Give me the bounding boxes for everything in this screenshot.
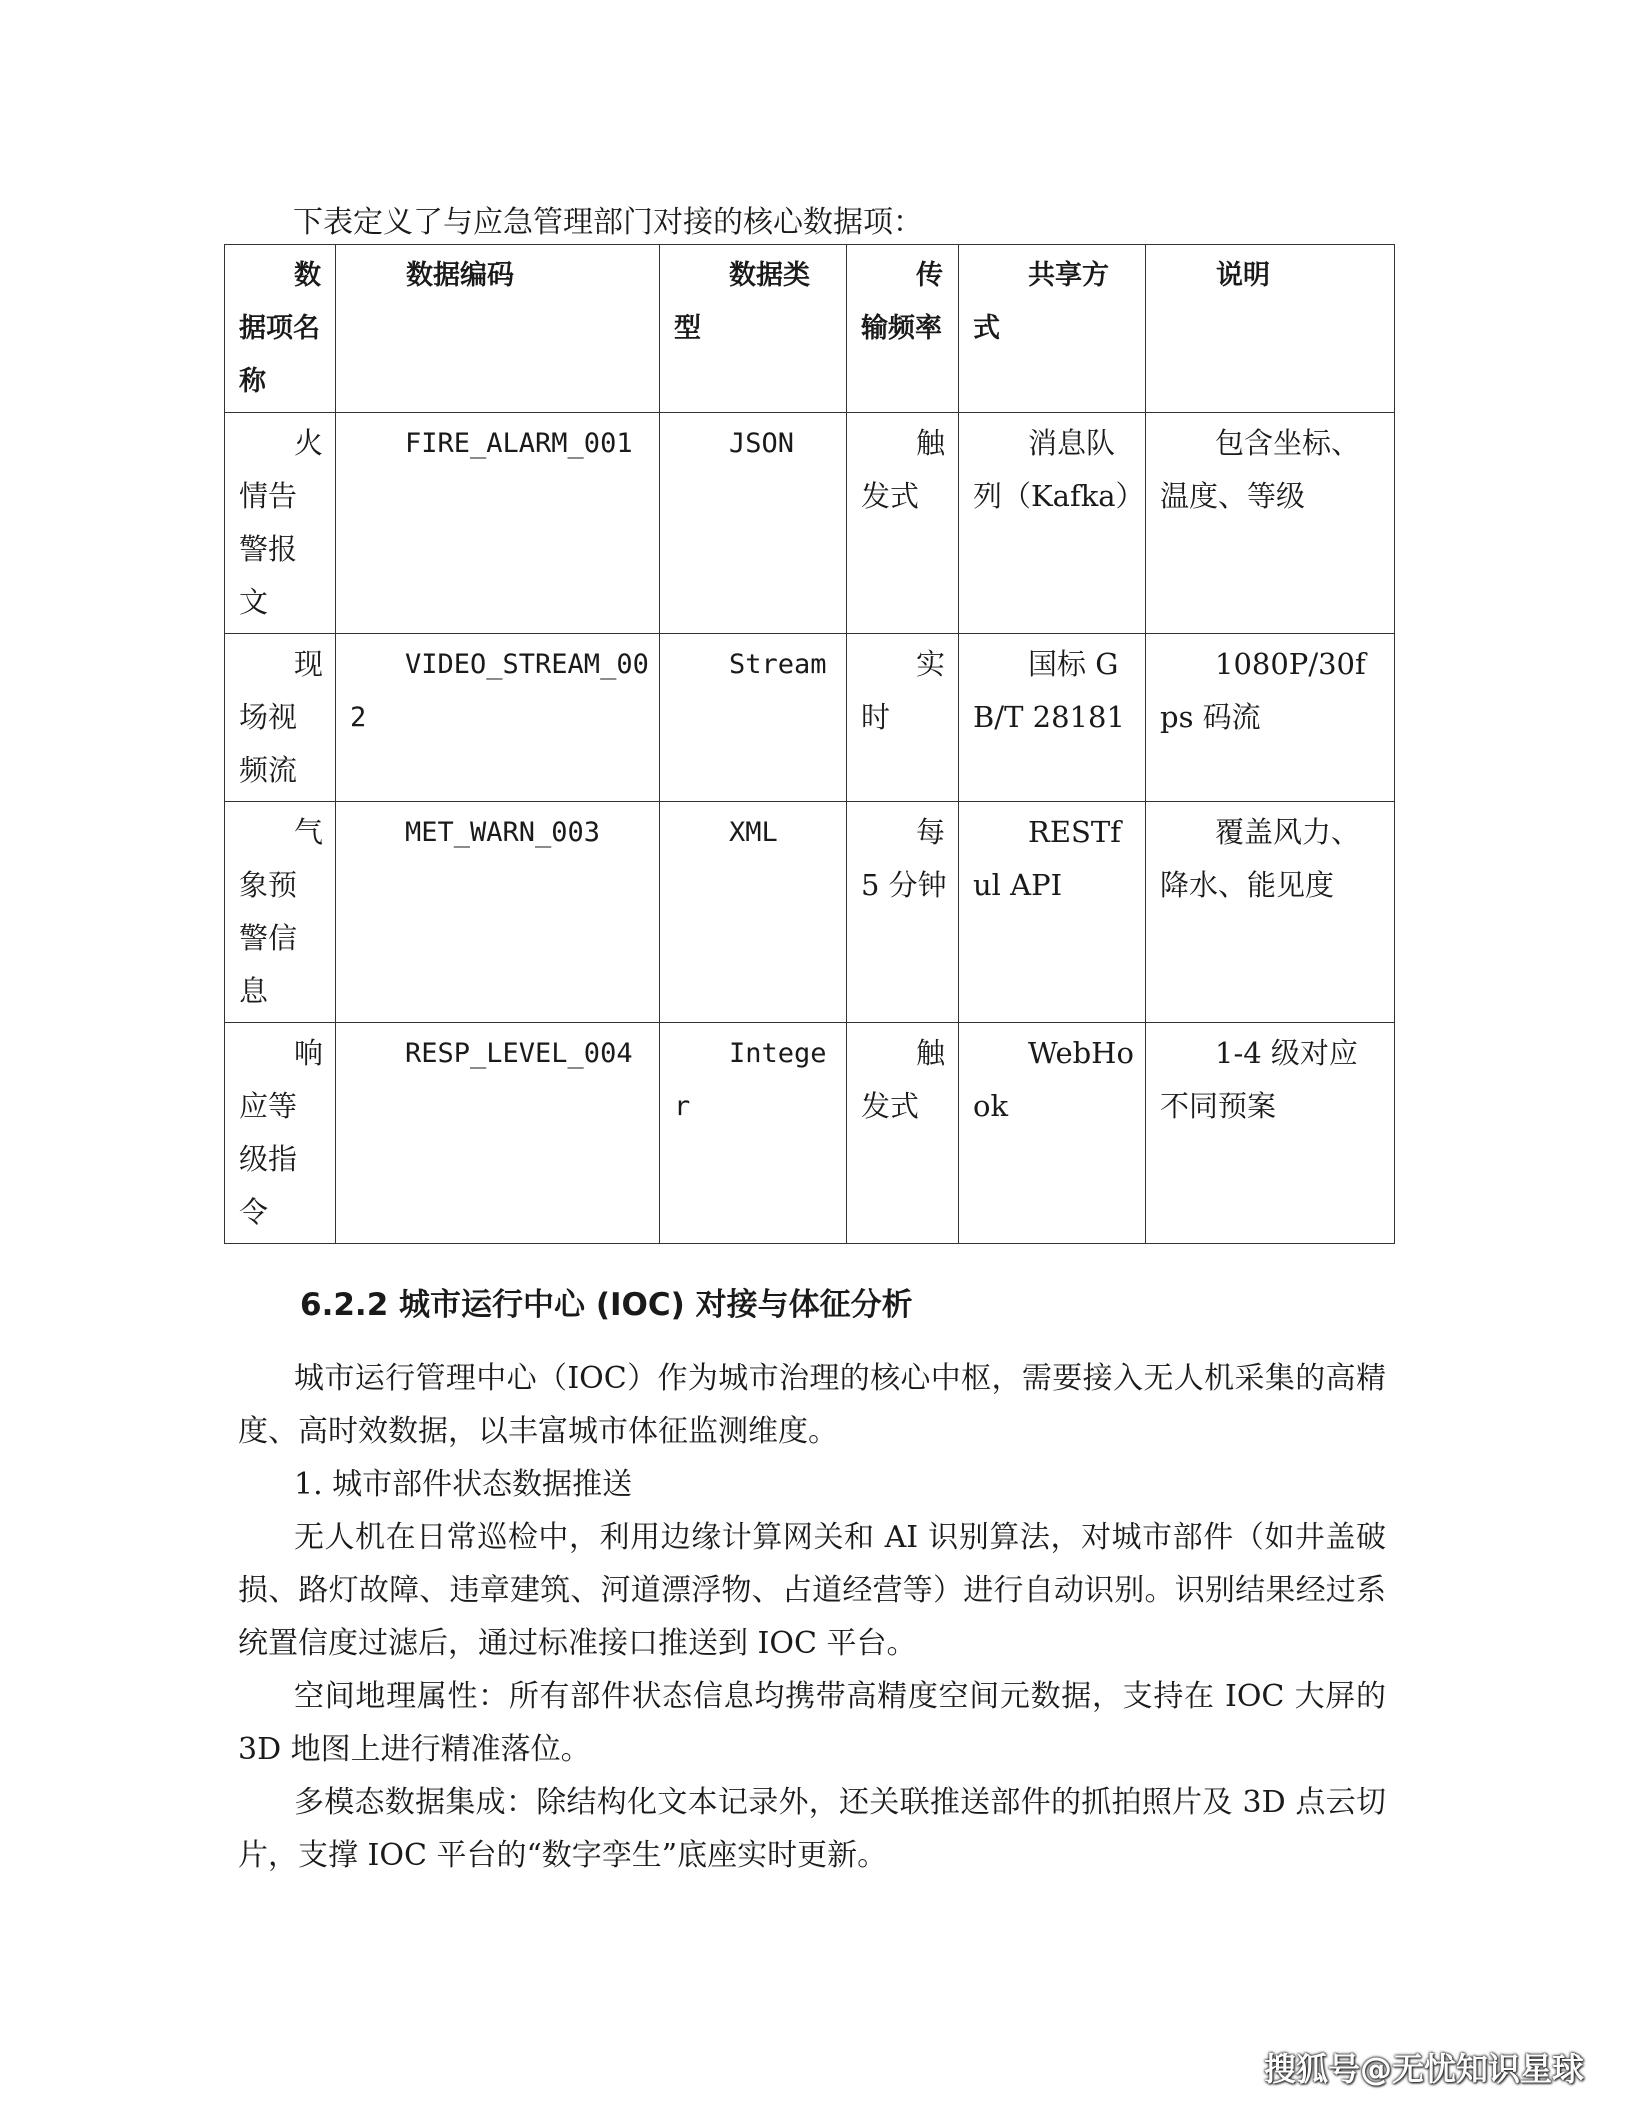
table-row: [225, 802, 1395, 1023]
cell-item-code: RESP_LEVEL_004: [336, 1023, 660, 1244]
header-share-method: 共享方式: [959, 245, 1146, 413]
header-item-type: 数据类型: [660, 245, 847, 413]
header-item-code: 数据编码: [336, 245, 660, 413]
cell-item-type: XML: [660, 802, 847, 1023]
table-header-row: [225, 245, 1395, 413]
cell-item-name: 现场视频流: [225, 634, 336, 802]
cell-item-name: 火情告警报文: [225, 413, 336, 634]
paragraph: 1. 城市部件状态数据推送: [294, 1467, 633, 1502]
table-row: [225, 1023, 1395, 1244]
cell-share-method: WebHook: [959, 1023, 1146, 1244]
section-heading: 6.2.2 城市运行中心 (IOC) 对接与体征分析: [300, 1287, 913, 1323]
cell-frequency: 每 5 分钟: [847, 802, 959, 1023]
header-description: 说明: [1146, 245, 1395, 413]
cell-description: 包含坐标、温度、等级: [1146, 413, 1395, 634]
section-body: [238, 1352, 1386, 1882]
cell-frequency: 实时: [847, 634, 959, 802]
cell-description: 1080P/30fps 码流: [1146, 634, 1395, 802]
data-items-table: [224, 244, 1395, 1244]
table-row: [225, 413, 1395, 634]
watermark-text: 搜狐号@无忧知识星球: [1263, 2050, 1584, 2088]
cell-description: 1-4 级对应不同预案: [1146, 1023, 1395, 1244]
cell-frequency: 触发式: [847, 1023, 959, 1244]
cell-item-code: MET_WARN_003: [336, 802, 660, 1023]
header-item-name: 数据项名称: [225, 245, 336, 413]
cell-item-type: Integer: [660, 1023, 847, 1244]
table-row: [225, 634, 1395, 802]
paragraph: 无人机在日常巡检中，利用边缘计算网关和 AI 识别算法，对城市部件（如井盖破损、路灯故障、违章建筑、河道漂浮物、占道经营等）进行自动识别。识别结果经过系统置信度过滤后，通过标准接口推送到 IOC 平台。: [238, 1520, 1386, 1661]
paragraph: 城市运行管理中心（IOC）作为城市治理的核心中枢，需要接入无人机采集的高精度、高时效数据，以丰富城市体征监测维度。: [238, 1361, 1386, 1449]
cell-item-name: 响应等级指令: [225, 1023, 336, 1244]
cell-frequency: 触发式: [847, 413, 959, 634]
cell-item-type: Stream: [660, 634, 847, 802]
cell-item-code: VIDEO_STREAM_002: [336, 634, 660, 802]
cell-share-method: 消息队列（Kafka）: [959, 413, 1146, 634]
cell-description: 覆盖风力、降水、能见度: [1146, 802, 1395, 1023]
cell-item-type: JSON: [660, 413, 847, 634]
cell-item-code: FIRE_ALARM_001: [336, 413, 660, 634]
paragraph: 多模态数据集成：除结构化文本记录外，还关联推送部件的抓拍照片及 3D 点云切片，支撑 IOC 平台的“数字孪生”底座实时更新。: [238, 1785, 1386, 1873]
table-intro-text: 下表定义了与应急管理部门对接的核心数据项：: [293, 205, 923, 240]
cell-share-method: RESTful API: [959, 802, 1146, 1023]
paragraph: 空间地理属性：所有部件状态信息均携带高精度空间元数据，支持在 IOC 大屏的 3D 地图上进行精准落位。: [238, 1679, 1386, 1767]
cell-item-name: 气象预警信息: [225, 802, 336, 1023]
cell-share-method: 国标 GB/T 28181: [959, 634, 1146, 802]
header-frequency: 传输频率: [847, 245, 959, 413]
